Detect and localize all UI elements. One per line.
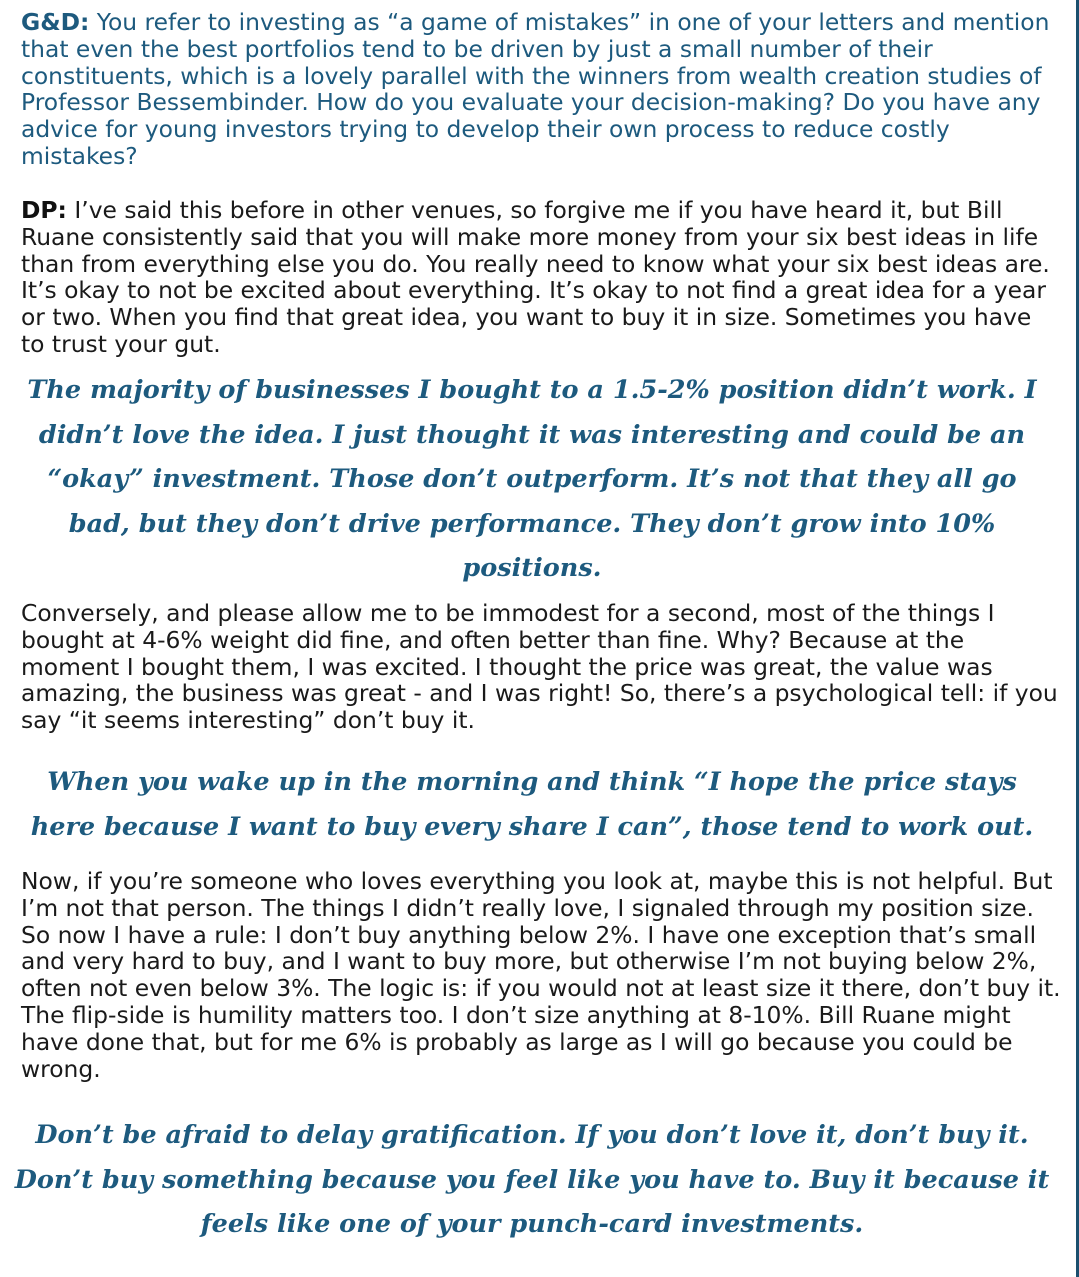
pull-quote-2: When you wake up in the morning and think “I hope the price stays here because I want to buy every share I can”, those tend to work out.	[30, 767, 1034, 842]
question-paragraph	[21, 9, 1061, 170]
body-paragraph-2: Conversely, and please allow me to be immodest for a second, most of the things I bought at 4-6% weight did fine, and often better than fine. Why? Because at the moment I bought them, I was excited. I thought the price was great, the value was amazing, the business was great - and I was right! So, there’s a psychological tell: if you say “it seems interesting” don’t buy it.	[21, 599, 1058, 735]
answer-text: I’ve said this before in other venues, so forgive me if you have heard it, but Bill Ruane consistently said that you will make more money from your six best ideas in life than from everything else you do. You really need to know what your six best ideas are. It’s okay to not be excited about everything. It’s okay to not find a great idea for a year or two. When you find that great idea, you want to buy it in size. Sometimes you have to trust your gut.	[21, 196, 1050, 358]
question-text: You refer to investing as “a game of mistakes” in one of your letters and mention that even the best portfolios tend to be driven by just a small number of their constituents, which is a lovely parallel with the winners from wealth creation studies of Professor Bessembinder. How do you evaluate your decision-making? Do you have any advice for young investors trying to develop their own process to reduce costly mistakes?	[21, 8, 1050, 170]
pull-quote-3: Don’t be afraid to delay gratification. If you don’t love it, don’t buy it. Don’t buy something because you feel like you have to. Buy it because it feels like one of your punch-card investments.	[14, 1120, 1050, 1239]
question-speaker-label: G&D:	[21, 8, 90, 36]
answer-speaker-label: DP:	[21, 196, 67, 224]
answer-paragraph	[21, 197, 1061, 358]
body-paragraph-3: Now, if you’re someone who loves everything you look at, maybe this is not helpful. But I’m not that person. The things I didn’t really love, I signaled through my position size. So now I have a rule: I don’t buy anything below 2%. I have one exception that’s small and very hard to buy, and I want to buy more, but otherwise I’m not buying below 2%, often not even below 3%. The logic is: if you would not at least size it there, don’t buy it. The flip-side is humility matters too. I don’t size anything at 8-10%. Bill Ruane might have done that, but for me 6% is probably as large as I will go because you could be wrong.	[21, 867, 1061, 1083]
pull-quote-1: The majority of businesses I bought to a 1.5-2% position didn’t work. I didn’t love the idea. I just thought it was interesting and could be an “okay” investment. Those don’t outperform. It’s not that they all go bad, but they don’t drive performance. They don’t grow into 10% positions.	[27, 375, 1037, 583]
